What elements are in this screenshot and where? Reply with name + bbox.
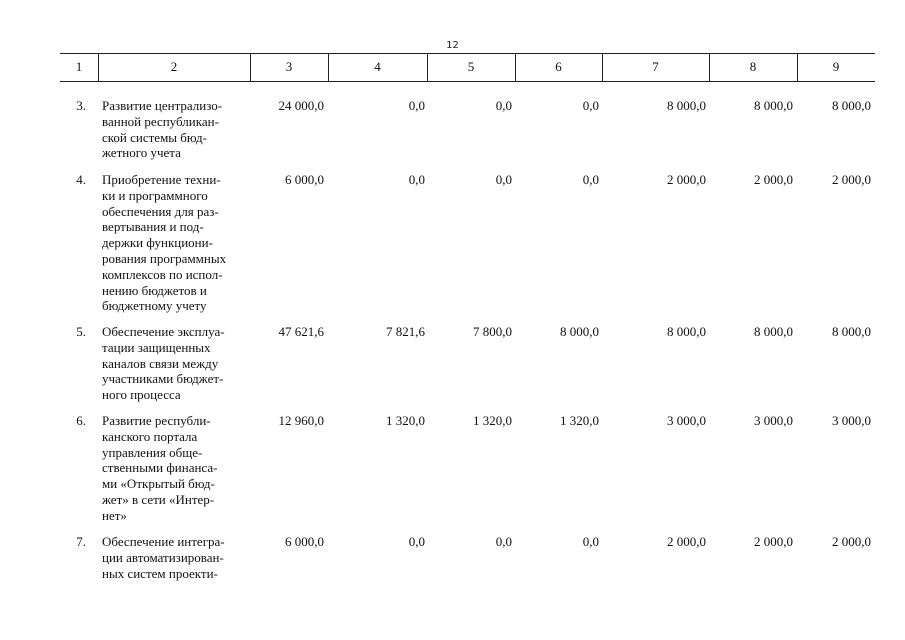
header-cell-9: 9 (832, 59, 840, 74)
value-cell-col-5: 0,0 (495, 534, 512, 549)
description-line: Развитие централизо- (102, 98, 223, 113)
description-line: держки функциони- (102, 235, 213, 251)
row-index: 5. (76, 324, 86, 339)
value-cell-col-4: 0,0 (408, 172, 425, 187)
description-line: бюджетному учету (102, 298, 207, 314)
row-description (102, 534, 252, 581)
header-column-divider (515, 53, 516, 81)
value-cell-col-6: 0,0 (582, 534, 599, 549)
description-line: ного процесса (102, 387, 181, 403)
description-line: комплексов по испол- (102, 266, 223, 282)
header-cell-6: 6 (555, 59, 562, 74)
header-column-divider (709, 53, 710, 81)
value-cell-col-7: 8 000,0 (667, 98, 706, 113)
description-line: ственными финанса- (102, 460, 218, 476)
row-index: 6. (76, 413, 86, 428)
header-column-divider (797, 53, 798, 81)
description-line: ской системы бюд- (102, 129, 207, 145)
description-line: Обеспечение интегра- (102, 534, 225, 549)
table-header-bottom-border (60, 81, 875, 82)
description-line: жет» в сети «Интер- (102, 491, 215, 507)
value-cell-col-9: 2 000,0 (832, 172, 871, 187)
row-description (102, 98, 252, 161)
value-cell-col-6: 8 000,0 (560, 324, 599, 339)
row-description (102, 172, 252, 314)
value-cell-col-9: 8 000,0 (832, 98, 871, 113)
value-cell-col-3: 6 000,0 (285, 534, 324, 549)
value-cell-col-7: 8 000,0 (667, 324, 706, 339)
header-cell-8: 8 (749, 59, 757, 74)
description-line: вертывания и под- (102, 219, 204, 235)
description-line: обеспечения для раз- (102, 203, 219, 219)
value-cell-col-6: 0,0 (582, 98, 599, 113)
header-column-divider (602, 53, 603, 81)
value-cell-col-3: 12 960,0 (278, 413, 324, 428)
page-number: 12 (446, 40, 459, 51)
value-cell-col-7: 3 000,0 (667, 413, 706, 428)
header-column-divider (250, 53, 251, 81)
value-cell-col-7: 2 000,0 (667, 172, 706, 187)
description-line: участниками бюджет- (102, 371, 224, 387)
description-line: ки и программного (102, 187, 208, 203)
description-line: тации защищенных (102, 339, 211, 355)
value-cell-col-8: 8 000,0 (754, 98, 793, 113)
description-line: управления обще- (102, 444, 203, 460)
value-cell-col-9: 2 000,0 (832, 534, 871, 549)
value-cell-col-8: 2 000,0 (754, 172, 793, 187)
value-cell-col-4: 7 821,6 (386, 324, 425, 339)
description-line: жетного учета (102, 145, 181, 161)
row-index: 4. (76, 172, 86, 187)
value-cell-col-3: 47 621,6 (278, 324, 324, 339)
value-cell-col-5: 0,0 (495, 172, 512, 187)
header-cell-3: 3 (285, 59, 293, 74)
value-cell-col-6: 0,0 (582, 172, 599, 187)
row-description (102, 413, 252, 524)
value-cell-col-5: 7 800,0 (473, 324, 512, 339)
header-cell-4: 4 (374, 59, 381, 74)
description-line: каналов связи между (102, 355, 219, 371)
header-column-divider (328, 53, 329, 81)
description-line: нению бюджетов и (102, 282, 207, 298)
description-line: Приобретение техни- (102, 172, 221, 187)
value-cell-col-9: 8 000,0 (832, 324, 871, 339)
value-cell-col-8: 3 000,0 (754, 413, 793, 428)
value-cell-col-4: 0,0 (408, 534, 425, 549)
value-cell-col-3: 6 000,0 (285, 172, 324, 187)
value-cell-col-5: 0,0 (495, 98, 512, 113)
row-description (102, 324, 252, 403)
description-line: канского портала (102, 428, 198, 444)
value-cell-col-7: 2 000,0 (667, 534, 706, 549)
description-line: нет» (102, 507, 127, 523)
value-cell-col-8: 2 000,0 (754, 534, 793, 549)
header-cell-1: 1 (75, 59, 83, 74)
value-cell-col-8: 8 000,0 (754, 324, 793, 339)
value-cell-col-4: 0,0 (408, 98, 425, 113)
value-cell-col-6: 1 320,0 (560, 413, 599, 428)
description-line: Обеспечение эксплуа- (102, 324, 225, 339)
header-cell-5: 5 (467, 59, 475, 74)
value-cell-col-5: 1 320,0 (473, 413, 512, 428)
description-line: Развитие республи- (102, 413, 211, 428)
row-index: 3. (76, 98, 86, 113)
row-index: 7. (76, 534, 86, 549)
description-line: рования программных (102, 250, 227, 266)
description-line: ми «Открытый бюд- (102, 476, 215, 492)
value-cell-col-9: 3 000,0 (832, 413, 871, 428)
header-cell-2: 2 (170, 59, 178, 74)
header-column-divider (427, 53, 428, 81)
description-line: ных систем проекти- (102, 565, 218, 581)
description-line: ции автоматизирован- (102, 549, 224, 565)
header-column-divider (98, 53, 99, 81)
value-cell-col-4: 1 320,0 (386, 413, 425, 428)
value-cell-col-3: 24 000,0 (278, 98, 324, 113)
header-cell-7: 7 (652, 59, 659, 74)
description-line: ванной республикан- (102, 113, 219, 129)
